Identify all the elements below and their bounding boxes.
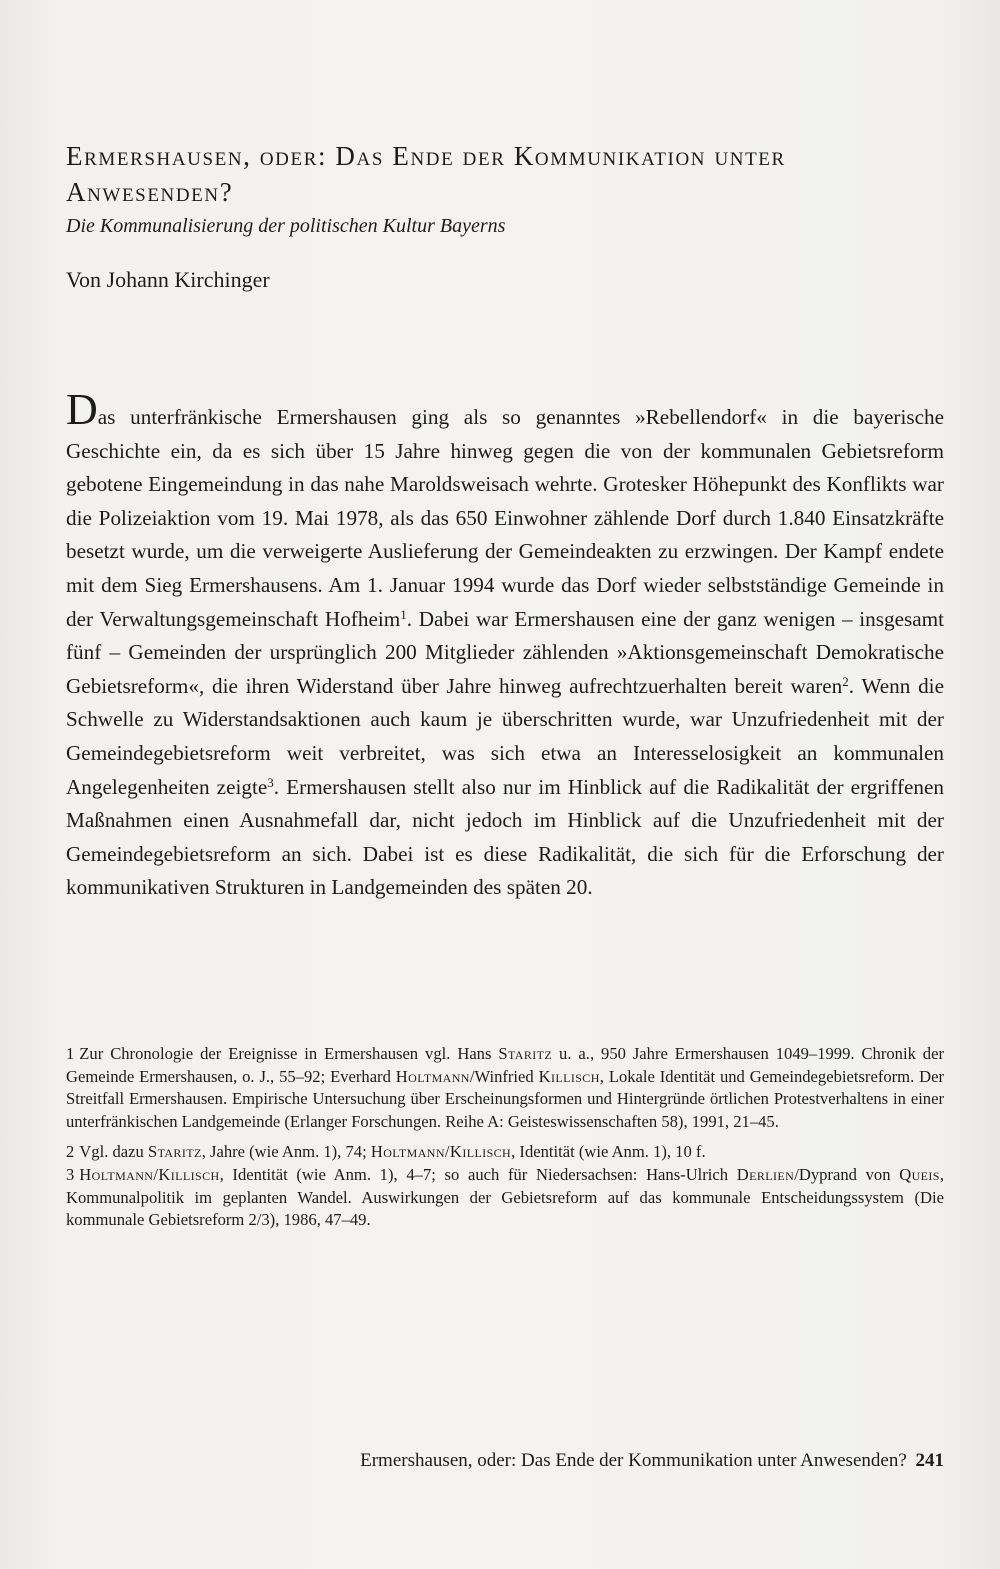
chapter-header [66,138,946,294]
footnote-text: , Identität (wie Anm. 1), 4–7; so auch für Niedersachsen: Hans-Ulrich [219,1164,737,1184]
author-name: Queis [899,1164,940,1184]
running-title: Ermershausen, oder: Das Ende der Kommunikation unter Anwesenden? [360,1450,907,1471]
footnote-number: 3 [66,1164,75,1184]
body-text-part: . Ermershausen stellt also nur im Hinblick auf die Radikalität der ergriffenen Maßnahmen einen Ausnahmefall dar, nicht jedoch im Hinblick auf die Unzufriedenheit mit der Gemeindegebietsreform an sich. Dabei ist es diese Radikalität, die sich für die Erforschung der kommunikativen Strukturen in Landgemeinden des späten 20. [66,774,944,900]
footnote [66,1164,944,1232]
footnote-text: , Kommunalpolitik im geplanten Wandel. Auswirkungen der Gebietsreform auf das kommunale Entscheidungssystem (Die kommunale Gebietsreform 2/3), 1986, 47–49. [66,1164,944,1230]
footnote-text: u. a., 950 Jahre Ermershausen 1049–1999. Chronik der Gemeinde Ermershausen, o. J., 55–92; Everhard [66,1044,944,1086]
body-paragraph [66,385,944,905]
footnote-text: Zur Chronologie der Ereignisse in Ermershausen vgl. Hans [79,1044,499,1063]
author-name: Derlien [736,1164,795,1184]
chapter-title: Ermershausen, oder: Das Ende der Kommunikation unter Anwesenden? [66,141,786,207]
footnote-text: , Identität (wie Anm. 1), 10 f. [511,1142,706,1162]
running-footer [360,1450,944,1472]
author-byline: Von Johann Kirchinger [66,267,270,292]
author-name: Holtmann [395,1066,470,1086]
footnote [66,1141,944,1164]
chapter-subtitle: Die Kommunalisierung der politischen Kultur Bayerns [66,215,506,237]
author-name: Holtmann/Killisch [370,1142,512,1162]
body-text-part: as unterfränkische Ermershausen ging als so genanntes »Rebellendorf« in die bayerische Geschichte ein, da es sich über 15 Jahre hinweg gegen die von der kommunalen Gebietsreform gebotene Eingemeindung in das nahe Maroldsweisach wehrte. Grotesker Höhepunkt des Konflikts war die Polizeiaktion vom 19. Mai 1978, als das 650 Einwohner zählende Dorf durch 1.840 Einsatzkräfte besetzt wurde, um die verweigerte Auslieferung der Gemeindeakten zu erzwingen. Der Kampf endete mit dem Sieg Ermershausens. Am 1. Januar 1994 wurde das Dorf wieder selbstständige Gemeinde in der Verwaltungsgemeinschaft Hofheim [66,405,944,631]
footnote-text: /Dyprand von [794,1164,900,1184]
footnote-text: Vgl. dazu [79,1142,148,1162]
footnote-ref-3[interactable]: 3 [267,774,274,790]
footnotes-section [66,1043,944,1239]
footnote-text: , Jahre (wie Anm. 1), 74; [201,1142,371,1162]
footnote-text: , Lokale Identität und Gemeindegebietsreform. Der Streitfall Ermershausen. Empirische Untersuchung über Erscheinungsformen und Hintergründe örtlichen Protestverhaltens in einer unterfränkischen Landgemeinde (Erlanger Forschungen. Reihe A: Geisteswissenschaften 58), 1991, 21–45. [66,1066,944,1131]
page-number: 241 [915,1450,944,1471]
author-name: Holtmann/Killisch [79,1164,220,1184]
drop-cap: D [66,385,98,434]
footnote-ref-2[interactable]: 2 [842,673,849,689]
footnote [66,1043,944,1133]
author-name: Killisch [538,1066,600,1086]
footnote-number: 2 [66,1142,75,1162]
footnote-text: /Winfried [469,1066,539,1086]
body-text-part: . Dabei war Ermershausen eine der ganz wenigen – insgesamt fünf – Gemeinden der ursprünglich 200 Mitglieder zählenden »Aktionsgemeinschaft Demokratische Gebietsreform«, die ihren Widerstand über Jahre hinweg aufrechtzuerhalten bereit waren [66,606,944,698]
footnote-ref-1[interactable]: 1 [400,606,407,622]
author-name: Staritz [498,1044,553,1063]
footnote-number: 1 [66,1044,75,1063]
body-text-part: . Wenn die Schwelle zu Widerstandsaktionen auch kaum je überschritten wurde, war Unzufriedenheit mit der Gemeindegebietsreform weit verbreitet, was sich etwa an Interesselosigkeit an kommunalen Angelegenheiten zeigte [66,673,944,799]
author-name: Staritz [147,1142,202,1162]
